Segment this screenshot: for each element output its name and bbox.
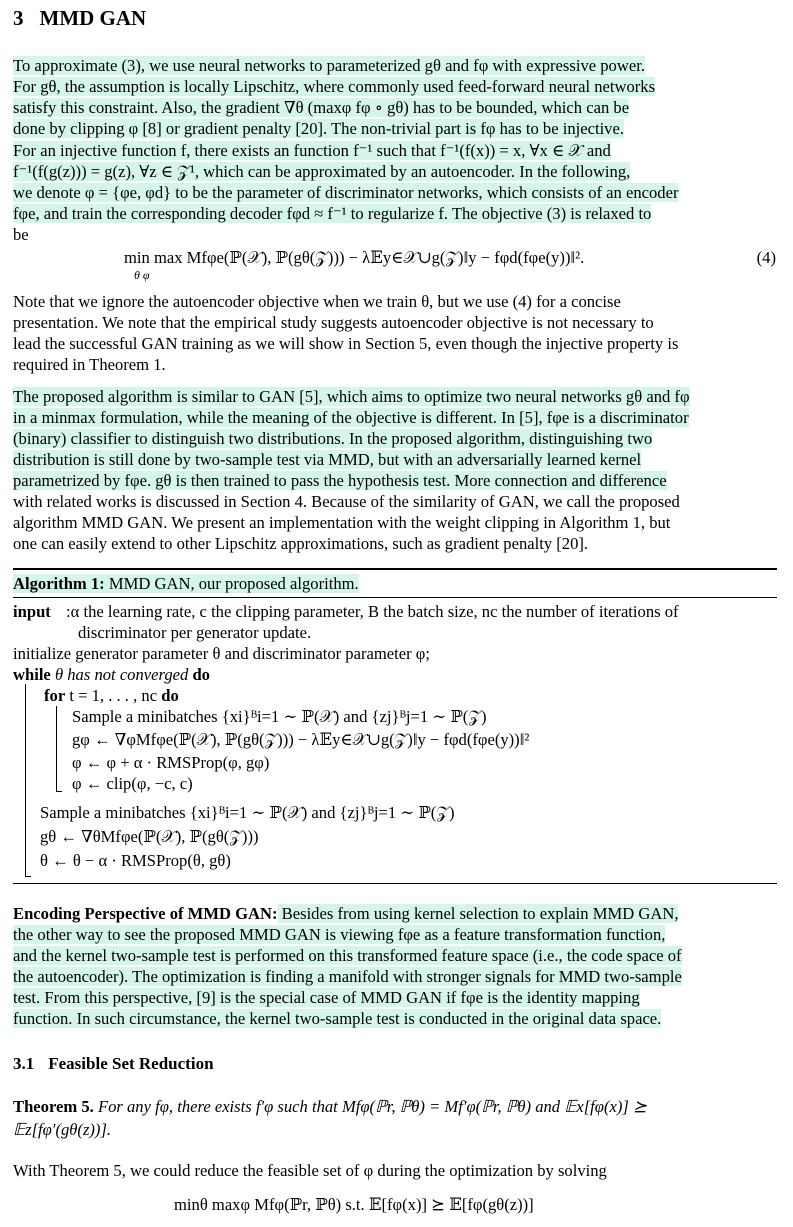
algorithm-title: MMD GAN, our proposed algorithm.	[104, 574, 359, 593]
algorithm-bottom-rule	[13, 883, 777, 884]
text-line: fφe, and train the corresponding decoder fφd ≈ f⁻¹ to regularize f. The objective (3) is relaxed to	[13, 204, 652, 223]
text-line: the autoencoder). The optimization is finding a manifold with stronger signals for MMD two-sample	[13, 967, 682, 986]
text-line: distribution is still done by two-sample test via MMD, but with an adversarially learned kernel	[13, 450, 642, 469]
text-line: presentation. We note that the empirical study suggests autoencoder objective is not necessary to	[13, 313, 654, 332]
text-line: done by clipping φ [8] or gradient penalty [20]. The non-trivial part is fφ has to be injective.	[13, 119, 624, 138]
text-line: in a minmax formulation, while the meaning of the objective is different. In [5], fφe is a discriminator	[13, 408, 689, 427]
constrained-objective: minθ maxφ Mfφ(ℙr, ℙθ) s.t. 𝔼[fφ(x)] ⪰ 𝔼[fφ(gθ(z))]	[174, 1195, 534, 1214]
text-line: algorithm MMD GAN. We present an implementation with the weight clipping in Algorithm 1, but	[13, 513, 671, 532]
while-block-end	[25, 876, 31, 877]
text-line: The proposed algorithm is similar to GAN [5], which aims to optimize two neural networks gθ and fφ	[13, 387, 690, 406]
text-line: function. In such circumstance, the kernel two-sample test is conducted in the original data space.	[13, 1009, 662, 1028]
text-line: satisfy this constraint. Also, the gradient ∇θ (maxφ fφ ∘ gθ) has to be bounded, which can be	[13, 98, 630, 117]
subsection-heading	[13, 1052, 214, 1076]
equation-number: (4)	[756, 248, 776, 267]
algo-step: φ ← φ + α · RMSProp(φ, gφ)	[72, 753, 270, 772]
section-number: 3	[13, 6, 24, 30]
algo-step: φ ← clip(φ, −c, c)	[72, 774, 193, 793]
theorem-statement: For any fφ, there exists f′φ such that Mfφ(ℙr, ℙθ) = Mf′φ(ℙr, ℙθ) and 𝔼x[fφ(x)] ⪰	[97, 1097, 647, 1116]
do-keyword: do	[161, 686, 179, 705]
equation-subscripts: θ φ	[134, 268, 150, 282]
text-line: parametrized by fφe. gθ is then trained to pass the hypothesis test. More connection and difference	[13, 471, 667, 490]
algo-step: Sample a minibatches {xi}ᴮi=1 ∼ ℙ(𝒳) and {zj}ᴮj=1 ∼ ℙ(𝒵)	[72, 707, 487, 726]
algo-step: gφ ← ∇φMfφe(ℙ(𝒳), ℙ(gθ(𝒵))) − λ𝔼y∈𝒳∪g(𝒵)‖y − fφd(fφe(y))‖²	[72, 730, 530, 749]
equation-body: min max Mfφe(ℙ(𝒳), ℙ(gθ(𝒵))) − λ𝔼y∈𝒳∪g(𝒵)‖y − fφd(fφe(y))‖².	[124, 248, 585, 267]
for-keyword: for	[44, 686, 66, 705]
input-description: :α the learning rate, c the clipping parameter, B the batch size, nc the number of iterations of	[66, 602, 679, 621]
subsection-number: 3.1	[13, 1054, 35, 1073]
while-keyword: while	[13, 665, 51, 684]
text-line: For an injective function f, there exists an function f⁻¹ such that f⁻¹(f(x)) = x, ∀x ∈ 𝒳 and	[13, 141, 611, 160]
subsection-title: Feasible Set Reduction	[48, 1054, 214, 1073]
do-keyword: do	[192, 665, 210, 684]
input-keyword: input	[13, 602, 51, 621]
section-title: MMD GAN	[39, 6, 147, 30]
text-line: (binary) classifier to distinguish two distributions. In the proposed algorithm, distinguishing two	[13, 429, 653, 448]
for-range: t = 1, . . . , nc	[65, 686, 162, 705]
theorem-statement-cont: 𝔼z[fφ′(gθ(z))].	[13, 1120, 112, 1139]
text-line: be	[13, 225, 29, 244]
text-line: Besides from using kernel selection to explain MMD GAN,	[277, 904, 679, 923]
algo-step: gθ ← ∇θMfφe(ℙ(𝒳), ℙ(gθ(𝒵)))	[40, 827, 259, 846]
for-block-bar	[56, 706, 57, 791]
algorithm-mid-rule	[13, 597, 777, 598]
text-line: lead the successful GAN training as we will show in Section 5, even though the injective property is	[13, 334, 679, 353]
init-line: initialize generator parameter θ and discriminator parameter φ;	[13, 644, 430, 663]
for-block-end	[56, 791, 62, 792]
text-line: test. From this perspective, [9] is the special case of MMD GAN if fφe is the identity mapping	[13, 988, 640, 1007]
input-description-cont: discriminator per generator update.	[78, 623, 312, 642]
algorithm-label: Algorithm 1:	[13, 574, 105, 593]
text-line: required in Theorem 1.	[13, 355, 166, 374]
text-line: we denote φ = {φe, φd} to be the parameter of discriminator networks, which consists of an encoder	[13, 183, 679, 202]
theorem-label: Theorem 5.	[13, 1097, 94, 1116]
text-line: To approximate (3), we use neural networks to parameterized gθ and fφ with expressive power.	[13, 56, 645, 75]
text-line: With Theorem 5, we could reduce the feasible set of φ during the optimization by solving	[13, 1161, 607, 1180]
while-block-bar	[25, 684, 26, 876]
section-heading	[13, 4, 146, 32]
algo-step: Sample a minibatches {xi}ᴮi=1 ∼ ℙ(𝒳) and {zj}ᴮj=1 ∼ ℙ(𝒵)	[40, 803, 455, 822]
text-line: and the kernel two-sample test is performed on this transformed feature space (i.e., the code space of	[13, 946, 682, 965]
text-line: with related works is discussed in Section 4. Because of the similarity of GAN, we call the proposed	[13, 492, 680, 511]
text-line: For gθ, the assumption is locally Lipschitz, where commonly used feed-forward neural networks	[13, 77, 656, 96]
text-line: the other way to see the proposed MMD GAN is viewing fφe as a feature transformation function,	[13, 925, 666, 944]
paragraph-lead: Encoding Perspective of MMD GAN:	[13, 904, 278, 923]
text-line: Note that we ignore the autoencoder objective when we train θ, but we use (4) for a concise	[13, 292, 621, 311]
algo-step: θ ← θ − α · RMSProp(θ, gθ)	[40, 851, 231, 870]
text-line: one can easily extend to other Lipschitz approximations, such as gradient penalty [20].	[13, 534, 589, 553]
text-line: f⁻¹(f(g(z))) = g(z), ∀z ∈ 𝒵¹, which can be approximated by an autoencoder. In the following,	[13, 162, 631, 181]
algorithm-top-rule	[13, 568, 777, 570]
while-condition: θ has not converged	[50, 665, 193, 684]
